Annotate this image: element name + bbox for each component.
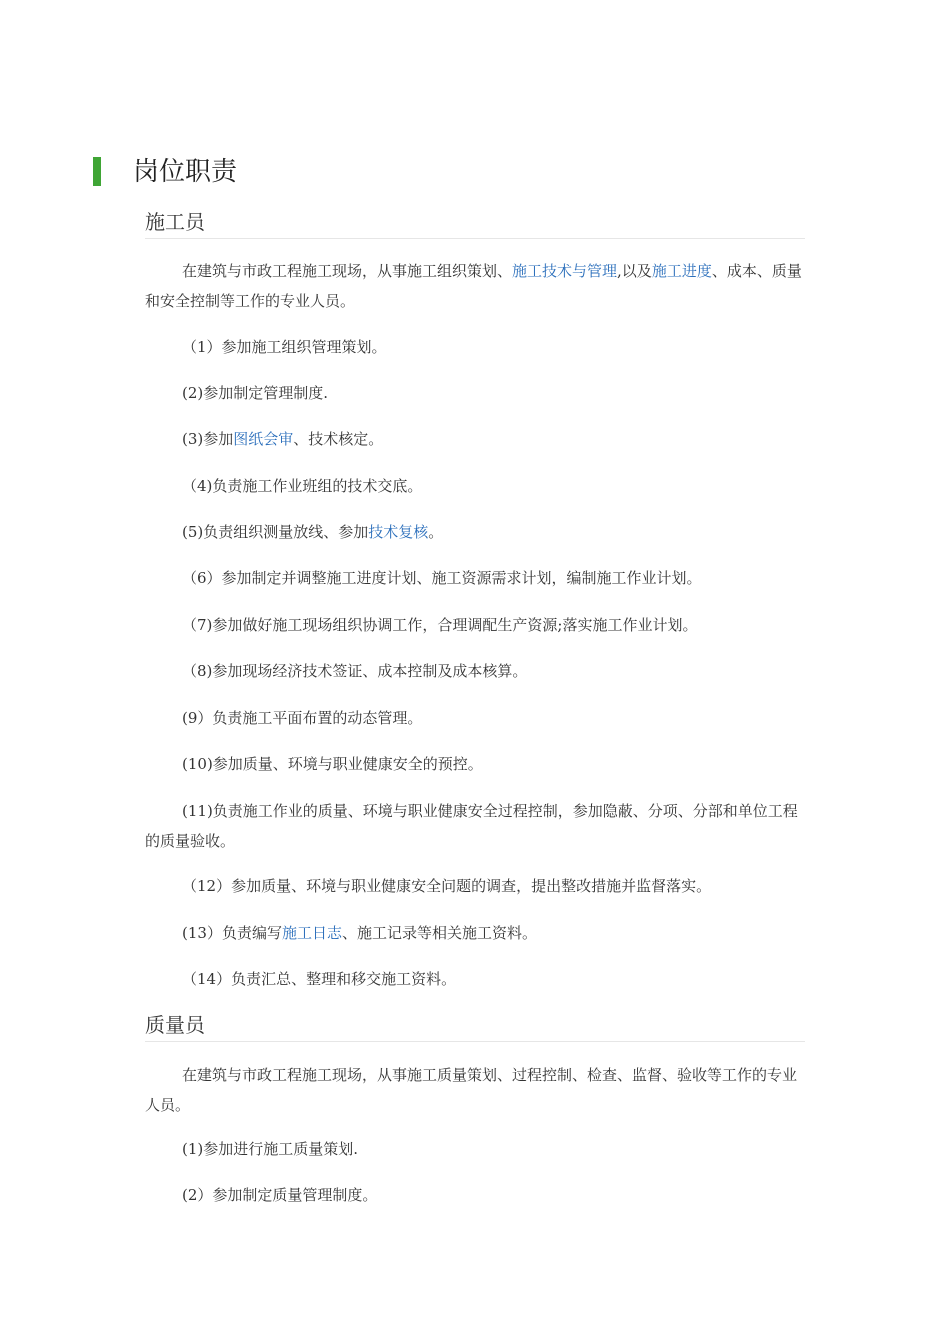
duty-text: （4)负责施工作业班组的技术交底。 — [182, 477, 423, 495]
duty-item-4 — [182, 471, 812, 501]
duty-item-12 — [182, 871, 812, 901]
duty-item-9 — [182, 703, 812, 733]
link-construction-progress[interactable]: 施工进度 — [651, 262, 712, 280]
duty-item-6 — [182, 563, 812, 593]
section-heading: 质量员 — [145, 1011, 805, 1042]
duty-text: （12）参加质量、环境与职业健康安全问题的调查，提出整改措施并监督落实。 — [182, 877, 712, 895]
duty-item-14 — [182, 964, 812, 994]
duty-text: (2）参加制定质量管理制度。 — [182, 1186, 378, 1204]
duty-text: （1）参加施工组织管理策划。 — [182, 338, 387, 356]
section-heading-shigongyuan — [145, 208, 805, 239]
link-technical-recheck[interactable]: 技术复核 — [368, 523, 429, 541]
quality-item-1 — [182, 1134, 812, 1164]
duty-text: (5)负责组织测量放线、参加 — [182, 523, 369, 541]
section-intro — [145, 1060, 805, 1120]
duty-item-2 — [182, 378, 812, 408]
intro-text: 、成本、质量和安全控制等工作的专业人员。 — [145, 262, 802, 310]
section-intro — [145, 256, 805, 316]
section-heading: 施工员 — [145, 208, 805, 239]
intro-text: ,以及 — [617, 262, 652, 280]
duty-text: (3)参加 — [182, 430, 234, 448]
duty-text: （14）负责汇总、整理和移交施工资料。 — [182, 970, 457, 988]
duty-text: （6）参加制定并调整施工进度计划、施工资源需求计划，编制施工作业计划。 — [182, 569, 702, 587]
duty-text: 。 — [428, 523, 444, 541]
duty-text: （8)参加现场经济技术签证、成本控制及成本核算。 — [182, 662, 528, 680]
intro-text: 在建筑与市政工程施工现场，从事施工组织策划、 — [182, 262, 513, 280]
link-construction-technology[interactable]: 施工技术与管理 — [512, 262, 618, 280]
intro-text: 在建筑与市政工程施工现场，从事施工质量策划、过程控制、检查、监督、验收等工作的专业人员。 — [145, 1066, 798, 1114]
duty-item-1 — [182, 332, 812, 362]
duty-text: (9）负责施工平面布置的动态管理。 — [182, 709, 423, 727]
duty-item-11 — [145, 796, 805, 856]
duty-text: (1)参加进行施工质量策划. — [182, 1140, 359, 1158]
duty-text: (10)参加质量、环境与职业健康安全的预控。 — [182, 755, 483, 773]
duty-text: （7)参加做好施工现场组织协调工作，合理调配生产资源;落实施工作业计划。 — [182, 616, 698, 634]
duty-text: 、技术核定。 — [293, 430, 384, 448]
link-drawing-review[interactable]: 图纸会审 — [233, 430, 294, 448]
duty-item-7 — [182, 610, 812, 640]
duty-item-3 — [182, 424, 812, 454]
duty-item-10 — [182, 749, 812, 779]
duty-item-8 — [182, 656, 812, 686]
duty-text: (11)负责施工作业的质量、环境与职业健康安全过程控制，参加隐蔽、分项、分部和单位工程的质量验收。 — [145, 802, 798, 850]
quality-item-2 — [182, 1180, 812, 1210]
duty-item-5 — [182, 517, 812, 547]
duty-text: 、施工记录等相关施工资料。 — [341, 924, 537, 942]
link-construction-log[interactable]: 施工日志 — [281, 924, 342, 942]
section-heading-zhiliangyuan — [145, 1011, 805, 1042]
title-accent-bar — [93, 157, 101, 186]
duty-item-13 — [182, 918, 812, 948]
page-title: 岗位职责 — [133, 157, 238, 187]
duty-text: (2)参加制定管理制度. — [182, 384, 329, 402]
duty-text: (13）负责编写 — [182, 924, 282, 942]
